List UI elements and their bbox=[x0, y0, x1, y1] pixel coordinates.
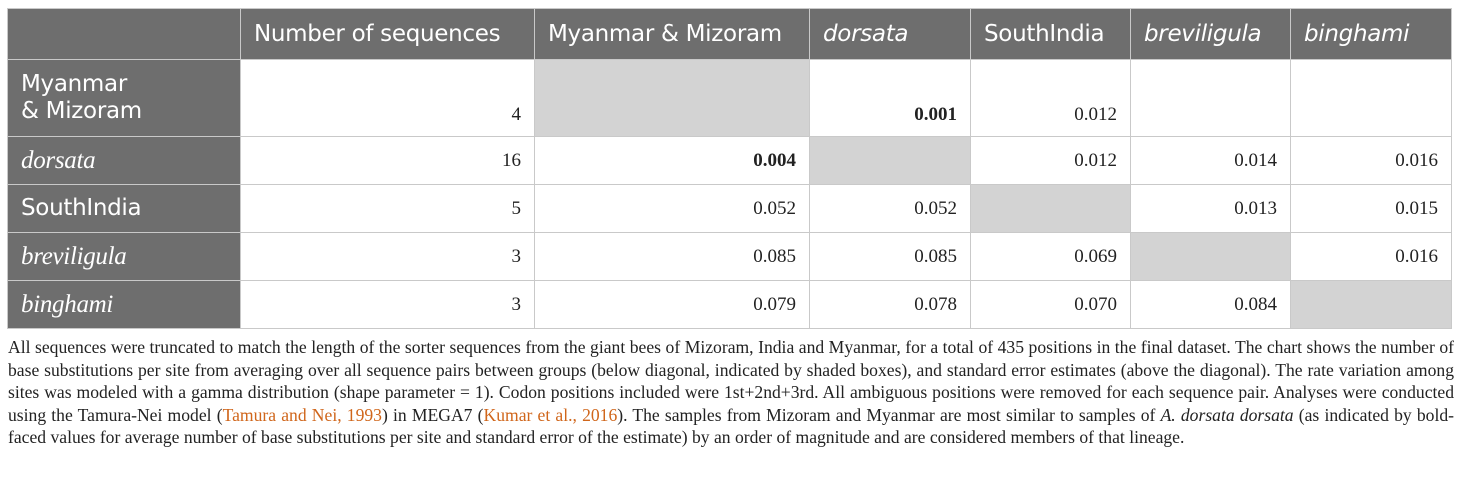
cell-value: 0.070 bbox=[971, 281, 1131, 329]
caption-text: All sequences were truncated to match the length of the sorter sequences from the giant bees of Mizoram, India and Myanmar, for a total of 435 positions in the final dataset. The chart shows the number of base substitutions per site from averaging over all sequence pairs between groups (below diagonal, indicated by shaded boxes), and standard error estimates (above the diagonal). The rate variation among sites was modeled with a gamma distribution (shape parameter = 1). Codon positions included were 1st+2nd+3rd. All ambiguous positions were removed for each sequence pair. Analyses were conducted using the Tamura-Nei model ( bbox=[8, 337, 1454, 425]
row-label bbox=[8, 60, 241, 137]
cell-value bbox=[1291, 60, 1452, 137]
genetic-distance-table bbox=[7, 8, 1452, 329]
cell-diagonal bbox=[1131, 233, 1291, 281]
cell-value: 0.015 bbox=[1291, 185, 1452, 233]
row-label-line2: & Mizoram bbox=[21, 98, 142, 124]
cell-sequence-count: 3 bbox=[241, 281, 535, 329]
cell-value: 0.069 bbox=[971, 233, 1131, 281]
cell-value: 0.016 bbox=[1291, 233, 1452, 281]
header-row bbox=[8, 9, 1452, 60]
cell-diagonal bbox=[535, 60, 810, 137]
cell-sequence-count: 3 bbox=[241, 233, 535, 281]
cell-diagonal bbox=[1291, 281, 1452, 329]
distance-table-container bbox=[7, 8, 1451, 329]
cell-value: 0.014 bbox=[1131, 137, 1291, 185]
table-caption bbox=[8, 336, 1454, 449]
row-label: breviligula bbox=[8, 233, 241, 281]
row-label: binghami bbox=[8, 281, 241, 329]
header-corner bbox=[8, 9, 241, 60]
row-label: SouthIndia bbox=[8, 185, 241, 233]
row-southindia bbox=[8, 185, 1452, 233]
cell-value: 0.052 bbox=[535, 185, 810, 233]
cell-sequence-count: 16 bbox=[241, 137, 535, 185]
cell-value: 0.084 bbox=[1131, 281, 1291, 329]
row-label-line1: Myanmar bbox=[21, 71, 127, 97]
cell-value: 0.012 bbox=[971, 137, 1131, 185]
cell-value: 0.016 bbox=[1291, 137, 1452, 185]
cell-sequence-count: 4 bbox=[241, 60, 535, 137]
cell-diagonal bbox=[971, 185, 1131, 233]
header-dorsata: dorsata bbox=[810, 9, 971, 60]
citation-link-tamura-nei[interactable]: Tamura and Nei, 1993 bbox=[222, 404, 382, 425]
cell-value: 0.079 bbox=[535, 281, 810, 329]
row-breviligula bbox=[8, 233, 1452, 281]
cell-value: 0.012 bbox=[971, 60, 1131, 137]
cell-value: 0.052 bbox=[810, 185, 971, 233]
row-myanmar-mizoram bbox=[8, 60, 1452, 137]
header-binghami: binghami bbox=[1291, 9, 1452, 60]
header-southindia: SouthIndia bbox=[971, 9, 1131, 60]
cell-value: 0.001 bbox=[810, 60, 971, 137]
cell-value: 0.085 bbox=[535, 233, 810, 281]
cell-sequence-count: 5 bbox=[241, 185, 535, 233]
header-myanmar-mizoram: Myanmar & Mizoram bbox=[535, 9, 810, 60]
caption-text: ). The samples from Mizoram and Myanmar are most similar to samples of bbox=[617, 404, 1161, 425]
citation-link-kumar[interactable]: Kumar et al., 2016 bbox=[483, 404, 618, 425]
caption-species-name: A. dorsata dorsata bbox=[1160, 404, 1294, 425]
caption-text: (as indicated by bold-faced values for average number of base substitutions per site and standard error of the estimate) by an order of magnitude and are considered members of that lineage. bbox=[8, 404, 1455, 448]
header-breviligula: breviligula bbox=[1131, 9, 1291, 60]
cell-value: 0.013 bbox=[1131, 185, 1291, 233]
cell-value: 0.004 bbox=[535, 137, 810, 185]
cell-value: 0.078 bbox=[810, 281, 971, 329]
cell-value: 0.085 bbox=[810, 233, 971, 281]
header-number-of-sequences: Number of sequences bbox=[241, 9, 535, 60]
caption-text: ) in MEGA7 ( bbox=[381, 404, 484, 425]
cell-diagonal bbox=[810, 137, 971, 185]
cell-value bbox=[1131, 60, 1291, 137]
row-binghami bbox=[8, 281, 1452, 329]
row-label: dorsata bbox=[8, 137, 241, 185]
row-dorsata bbox=[8, 137, 1452, 185]
